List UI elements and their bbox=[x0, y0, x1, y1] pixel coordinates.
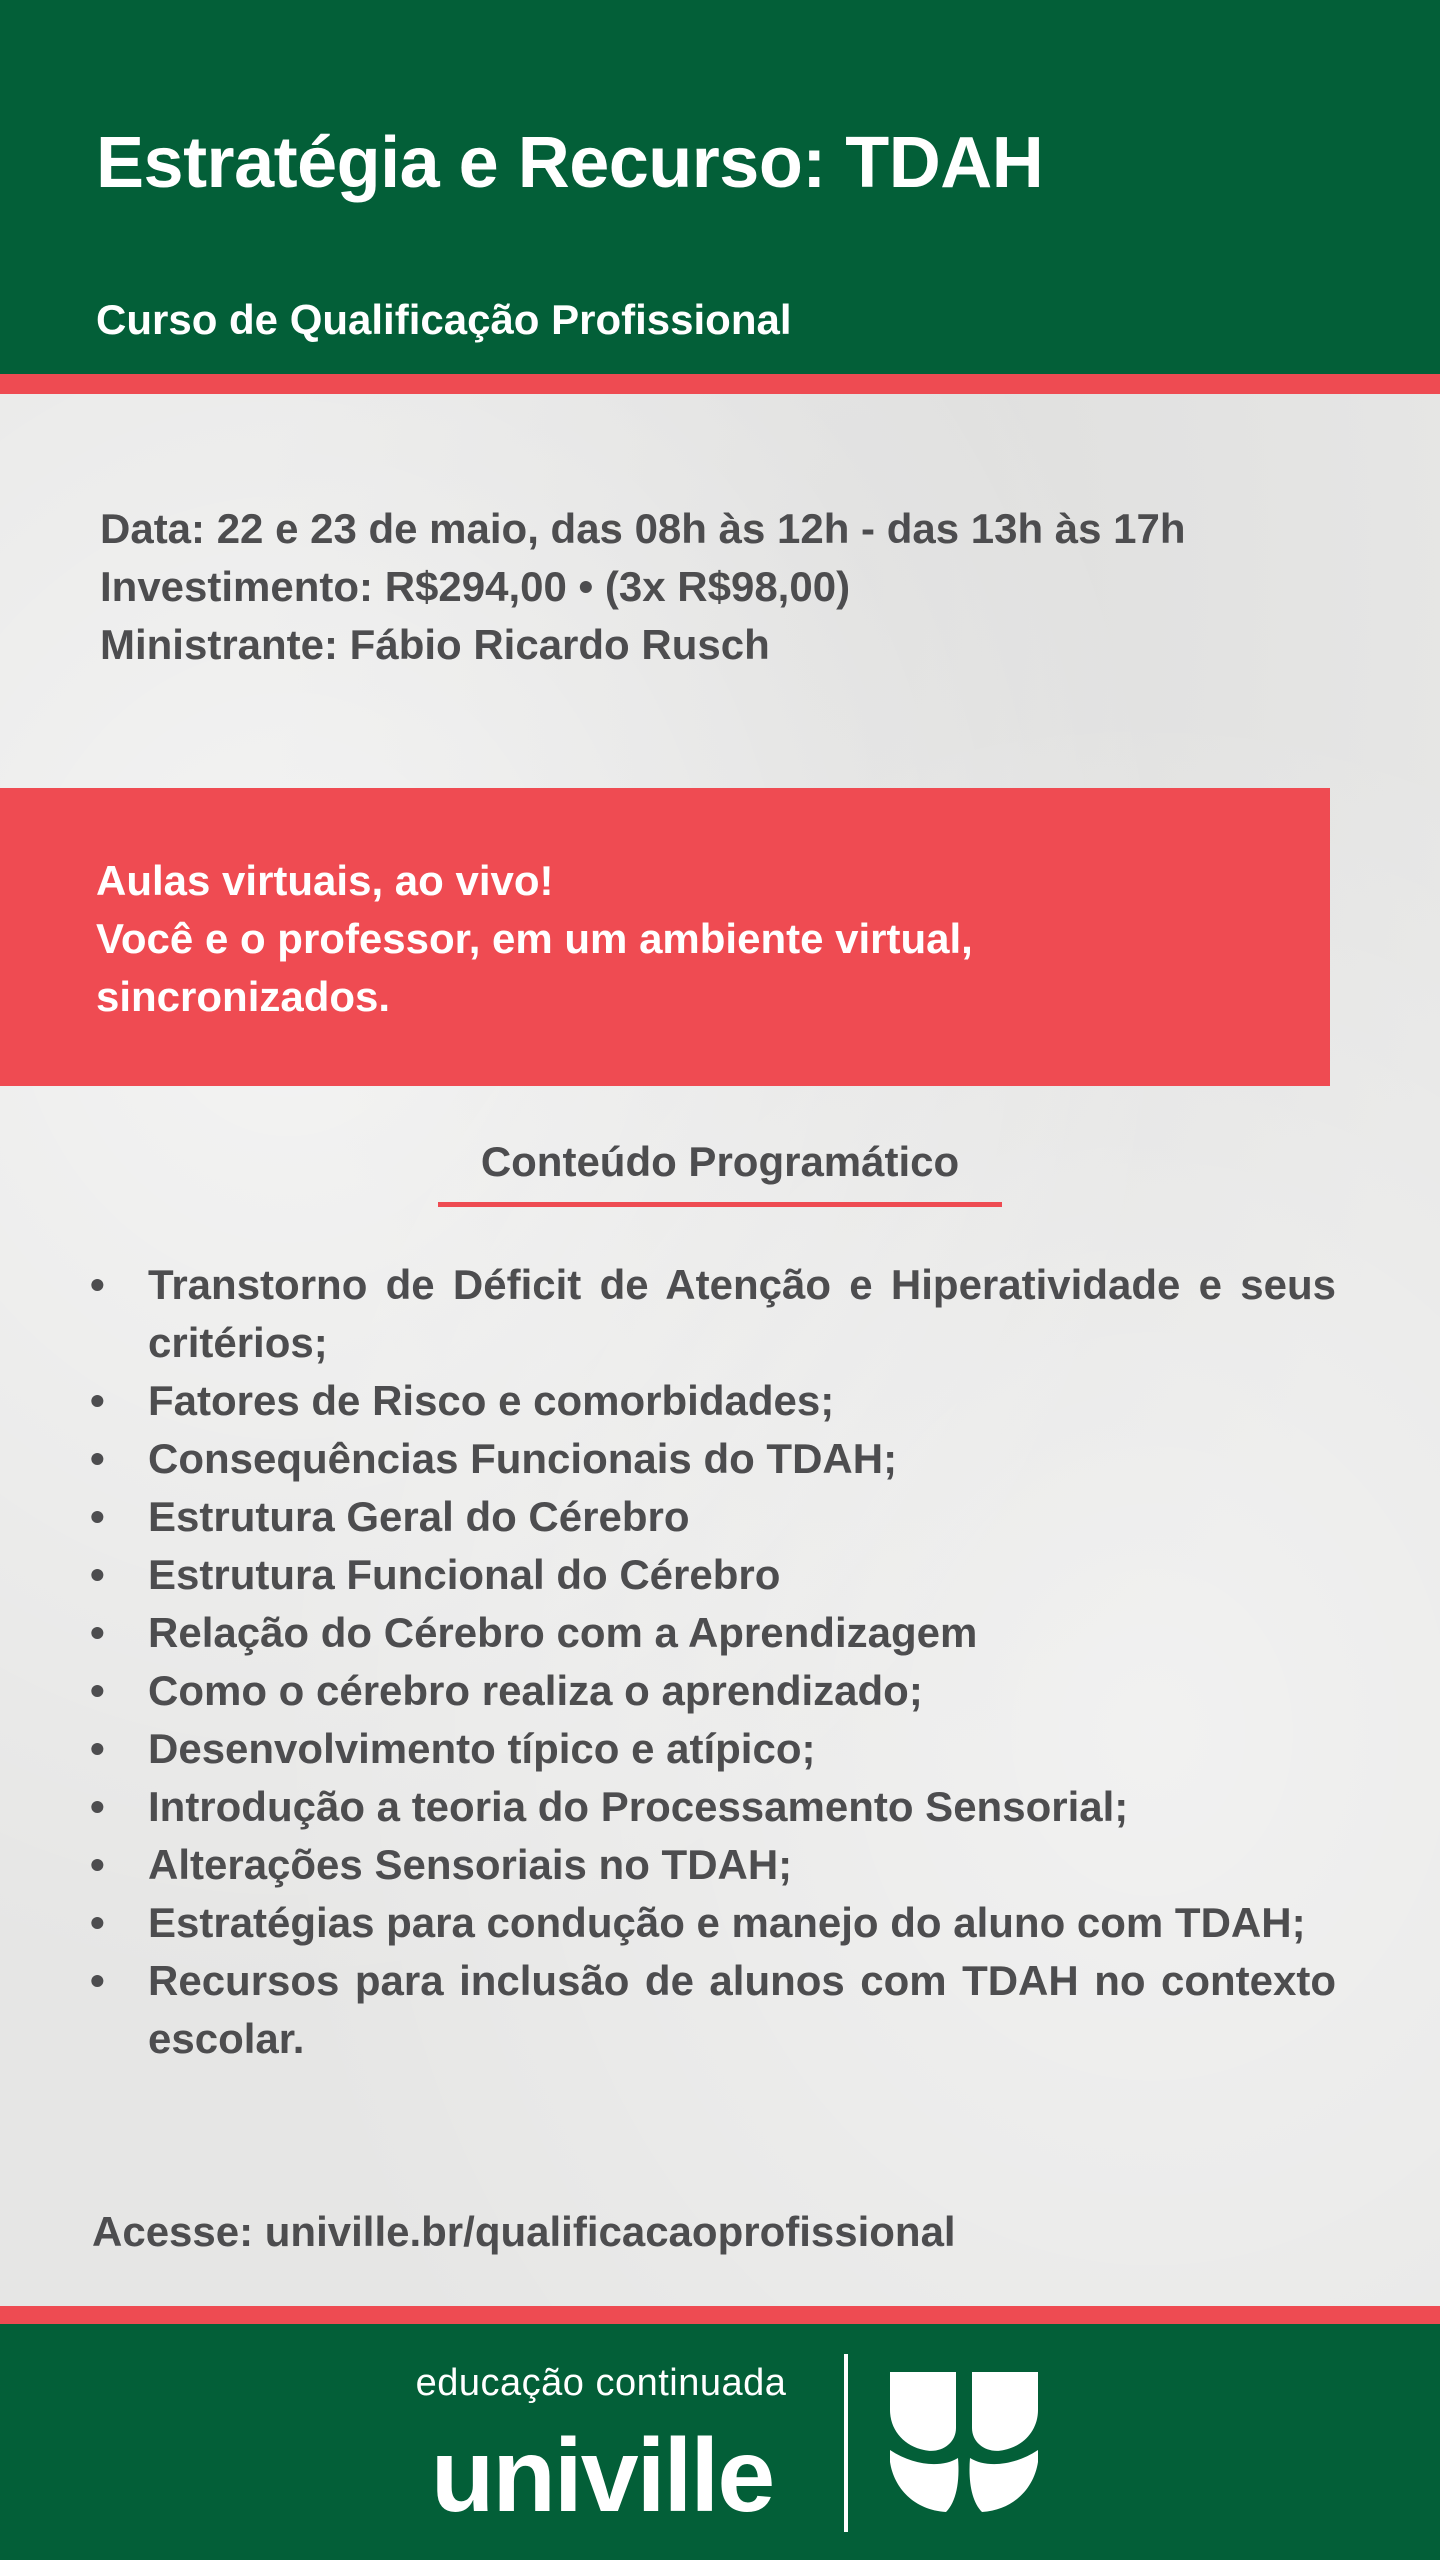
list-item-text: Consequências Funcionais do TDAH; bbox=[148, 1435, 898, 1482]
list-item bbox=[90, 1488, 1336, 1546]
bullet-icon: • bbox=[90, 1783, 105, 1830]
banner-line-3: sincronizados. bbox=[96, 973, 391, 1020]
list-item bbox=[90, 1778, 1336, 1836]
list-item bbox=[90, 1256, 1336, 1372]
univille-book-leaf-icon bbox=[884, 2366, 1044, 2516]
list-item bbox=[90, 1952, 1336, 2068]
list-item bbox=[90, 1546, 1336, 1604]
course-instructor: Ministrante: Fábio Ricardo Rusch bbox=[100, 621, 770, 668]
list-item-text: Fatores de Risco e comorbidades; bbox=[148, 1377, 835, 1424]
list-item-text: Introdução a teoria do Processamento Sensorial; bbox=[148, 1783, 1129, 1830]
list-item-text: Estrutura Geral do Cérebro bbox=[148, 1493, 690, 1540]
list-item bbox=[90, 1720, 1336, 1778]
list-item-text: Desenvolvimento típico e atípico; bbox=[148, 1725, 816, 1772]
course-date: Data: 22 e 23 de maio, das 08h às 12h - das 13h às 17h bbox=[100, 505, 1186, 552]
course-subtitle: Curso de Qualificação Profissional bbox=[96, 296, 792, 343]
list-item bbox=[90, 1372, 1336, 1430]
course-info bbox=[100, 500, 1360, 674]
list-item bbox=[90, 1604, 1336, 1662]
list-item bbox=[90, 1894, 1336, 1952]
bullet-icon: • bbox=[90, 1667, 105, 1714]
brand-wordmark: univille bbox=[430, 2418, 774, 2534]
brand-divider bbox=[844, 2354, 848, 2532]
bullet-icon: • bbox=[90, 1725, 105, 1772]
top-red-divider bbox=[0, 374, 1440, 394]
bullet-icon: • bbox=[90, 1261, 105, 1308]
bullet-icon: • bbox=[90, 1957, 105, 2004]
banner-line-1: Aulas virtuais, ao vivo! bbox=[96, 857, 554, 904]
list-item bbox=[90, 1430, 1336, 1488]
list-item bbox=[90, 1662, 1336, 1720]
banner-line-2: Você e o professor, em um ambiente virtual, bbox=[96, 915, 973, 962]
brand-kicker: educação continuada bbox=[415, 2362, 787, 2404]
bullet-icon: • bbox=[90, 1899, 105, 1946]
bullet-icon: • bbox=[90, 1377, 105, 1424]
course-price: Investimento: R$294,00 • (3x R$98,00) bbox=[100, 563, 851, 610]
list-item-text: Como o cérebro realiza o aprendizado; bbox=[148, 1667, 923, 1714]
bullet-icon: • bbox=[90, 1841, 105, 1888]
bullet-icon: • bbox=[90, 1609, 105, 1656]
list-item-text: Relação do Cérebro com a Aprendizagem bbox=[148, 1609, 978, 1656]
list-item-text: Alterações Sensoriais no TDAH; bbox=[148, 1841, 793, 1888]
banner-text bbox=[96, 852, 1296, 1026]
bullet-icon: • bbox=[90, 1493, 105, 1540]
program-topic-list bbox=[90, 1256, 1336, 2068]
bullet-icon: • bbox=[90, 1435, 105, 1482]
list-item bbox=[90, 1836, 1336, 1894]
course-title: Estratégia e Recurso: TDAH bbox=[96, 123, 1044, 203]
bottom-red-divider bbox=[0, 2306, 1440, 2324]
list-item-text: Estratégias para condução e manejo do aluno com TDAH; bbox=[148, 1899, 1306, 1946]
program-title-underline bbox=[438, 1202, 1002, 1207]
list-item-text: Transtorno de Déficit de Atenção e Hiperatividade e seus critérios; bbox=[148, 1261, 1336, 1366]
list-item-text: Estrutura Funcional do Cérebro bbox=[148, 1551, 781, 1598]
list-item-text: Recursos para inclusão de alunos com TDAH no contexto escolar. bbox=[148, 1957, 1336, 2062]
bullet-icon: • bbox=[90, 1551, 105, 1598]
header-bar bbox=[0, 0, 1440, 374]
access-url[interactable]: Acesse: univille.br/qualificacaoprofissional bbox=[92, 2208, 956, 2255]
program-title: Conteúdo Programático bbox=[480, 1138, 960, 1185]
